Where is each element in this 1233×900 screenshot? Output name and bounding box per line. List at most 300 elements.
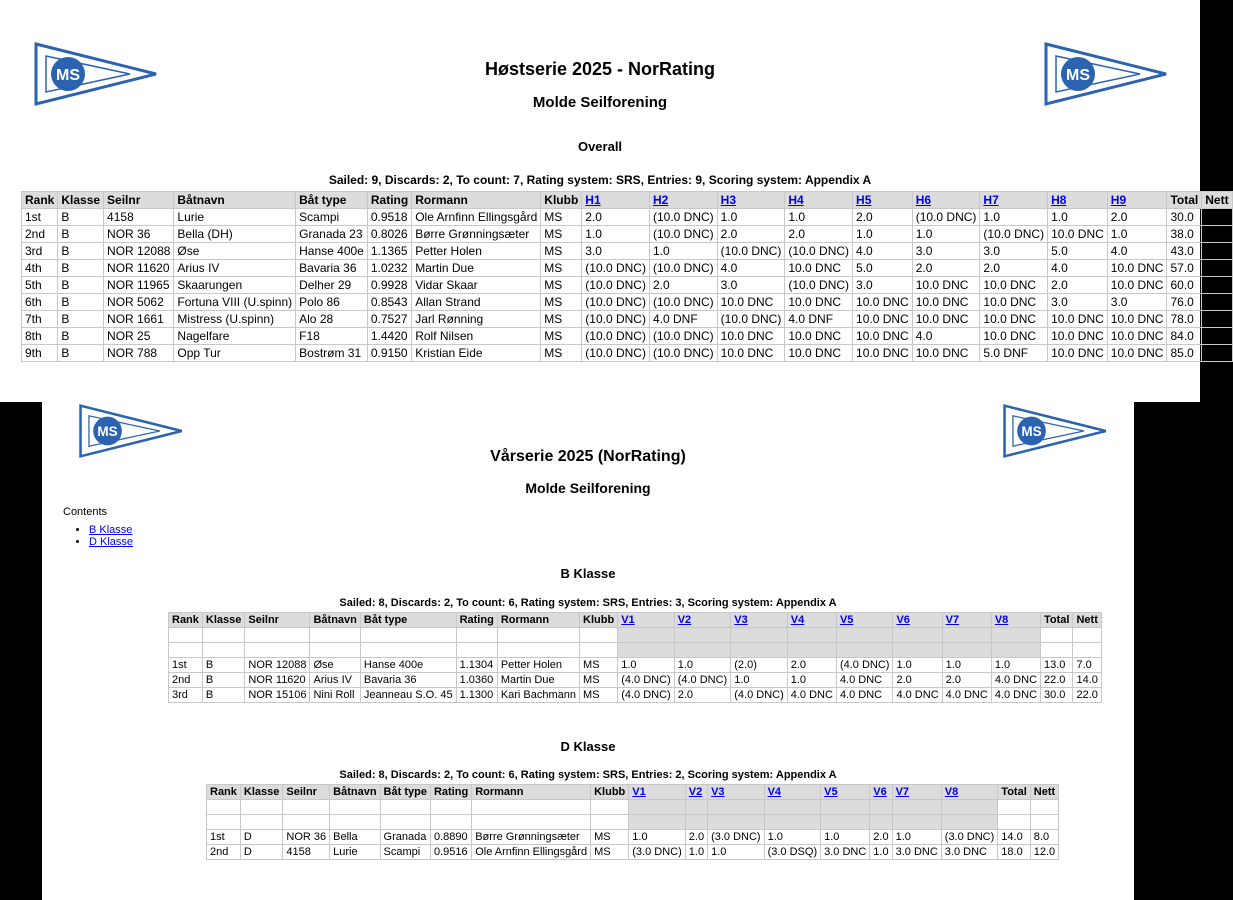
table-cell: NOR 15106 (245, 688, 310, 703)
table-cell: 10.0 DNC (912, 345, 980, 362)
table-cell: Petter Holen (412, 243, 541, 260)
table-cell: Rolf Nilsen (412, 328, 541, 345)
table-cell: Granada 23 (296, 226, 368, 243)
race-link[interactable]: V1 (632, 786, 646, 798)
table-cell: Bella (330, 830, 380, 845)
table-cell: 3.0 DNC (821, 845, 870, 860)
table-cell: 14.0 (998, 830, 1030, 845)
table-cell: B (58, 277, 104, 294)
table-cell: (10.0 DNC) (649, 294, 717, 311)
table-cell: 4158 (283, 845, 330, 860)
b-klasse-summary: Sailed: 8, Discards: 2, To count: 6, Rating system: SRS, Entries: 3, Scoring system: Appendix A (339, 597, 837, 609)
race-column-header (618, 613, 675, 628)
table-cell: (10.0 DNC) (785, 277, 853, 294)
table-cell: 5.0 (853, 260, 913, 277)
table-cell: Hanse 400e (360, 658, 456, 673)
race-column-header (893, 613, 942, 628)
table-row (207, 845, 1059, 860)
race-column-header (1048, 192, 1108, 209)
table-cell: 10.0 DNC (853, 311, 913, 328)
table-cell: 4.0 DNF (785, 311, 853, 328)
table-cell: 10.0 DNC (853, 328, 913, 345)
table-cell: NOR 11620 (104, 260, 174, 277)
table-cell: 5.0 (1048, 243, 1108, 260)
table-cell: (10.0 DNC) (582, 260, 650, 277)
table-cell: 7th (22, 311, 58, 328)
table-cell: 78.0 (1167, 311, 1202, 328)
table-cell: Delher 29 (296, 277, 368, 294)
column-header: Båt type (296, 192, 368, 209)
table-cell: Jarl Rønning (412, 311, 541, 328)
table-cell: B (58, 311, 104, 328)
table-cell: 2.0 (787, 658, 836, 673)
contents-label: Contents (63, 506, 108, 518)
table-cell: 5.0 DNF (980, 345, 1048, 362)
table-cell: 3.0 (582, 243, 650, 260)
race-link[interactable]: H8 (1051, 193, 1067, 207)
table-cell: 3.0 DNC (892, 845, 941, 860)
race-link[interactable]: H4 (788, 193, 804, 207)
column-header: Rank (22, 192, 58, 209)
table-cell: 10.0 DNC (980, 294, 1048, 311)
table-cell: 1.0232 (367, 260, 411, 277)
table-cell: 0.7527 (367, 311, 411, 328)
table-cell: 1st (169, 658, 203, 673)
table-cell: 10.0 DNC (785, 260, 853, 277)
table-cell: Bella (DH) (174, 226, 296, 243)
table-cell: 1.0 (991, 658, 1040, 673)
table-cell: (4.0 DNC) (618, 673, 675, 688)
race-column-header (941, 785, 998, 800)
table-cell: (3.0 DNC) (708, 830, 765, 845)
race-link[interactable]: V4 (790, 614, 805, 626)
table-cell: 1.0 (892, 830, 941, 845)
table-cell: 10.0 DNC (1048, 328, 1108, 345)
column-header: Båtnavn (174, 192, 296, 209)
table-cell: Ole Arnfinn Ellingsgård (472, 845, 591, 860)
race-link[interactable]: V2 (677, 614, 692, 626)
varserie-panel (42, 402, 1134, 900)
race-link[interactable]: H1 (585, 193, 601, 207)
table-row (22, 277, 1233, 294)
column-header: Båt type (380, 785, 430, 800)
column-header: Klubb (541, 192, 582, 209)
race-column-header (870, 785, 892, 800)
table-cell: Skaarungen (174, 277, 296, 294)
column-header: Total (1167, 192, 1202, 209)
table-cell: D (240, 845, 282, 860)
table-cell: 1.0 (674, 658, 731, 673)
table-cell: 3.0 (1048, 294, 1108, 311)
table-cell: Øse (310, 658, 360, 673)
table-cell: 2.0 (893, 673, 942, 688)
race-column-header (942, 613, 991, 628)
table-cell: 1.0 (582, 226, 650, 243)
column-header: Nett (1030, 785, 1058, 800)
club-name: Molde Seilforening (525, 480, 651, 496)
table-cell: 18.0 (998, 845, 1030, 860)
race-link[interactable]: V2 (688, 786, 703, 798)
race-link[interactable]: V3 (734, 614, 748, 626)
table-cell: 10.0 DNC (912, 294, 980, 311)
table-cell: (4.0 DNC) (674, 673, 731, 688)
table-cell: Alo 28 (296, 311, 368, 328)
table-cell: Børre Grønningsæter (412, 226, 541, 243)
d-klasse-title: D Klasse (560, 739, 616, 754)
table-cell: B (202, 658, 244, 673)
column-header: Båtnavn (330, 785, 380, 800)
table-cell: (4.0 DNC) (836, 658, 893, 673)
table-cell: 2.0 (717, 226, 785, 243)
table-cell: 10.0 DNC (1107, 328, 1167, 345)
table-cell: (10.0 DNC) (717, 243, 785, 260)
column-header: Nett (1202, 192, 1232, 209)
race-column-header (892, 785, 941, 800)
table-cell: Bostrøm 31 (296, 345, 368, 362)
table-cell: B (58, 209, 104, 226)
table-cell: 2.0 (942, 673, 991, 688)
table-cell: (4.0 DNC) (731, 688, 788, 703)
table-cell: (10.0 DNC) (582, 345, 650, 362)
column-header: Båtnavn (310, 613, 360, 628)
table-cell: B (202, 688, 244, 703)
table-cell: 1.1304 (456, 658, 497, 673)
table-cell: 10.0 DNC (785, 345, 853, 362)
table-cell: NOR 36 (283, 830, 330, 845)
table-cell: 18.0 (1202, 226, 1232, 243)
race-column-header (991, 613, 1040, 628)
table-row (169, 688, 1102, 703)
table-cell: (10.0 DNC) (582, 294, 650, 311)
table-cell: 4.0 (1107, 243, 1167, 260)
table-cell: 0.9516 (430, 845, 471, 860)
table-cell: MS (591, 845, 629, 860)
race-link[interactable]: V8 (944, 786, 959, 798)
link-d-klasse[interactable]: D Klasse (89, 536, 134, 548)
table-cell: MS (580, 673, 618, 688)
race-link[interactable]: V6 (896, 614, 910, 626)
table-cell: 1.0 (870, 845, 892, 860)
table-cell: 4.0 DNC (836, 688, 893, 703)
race-column-header (649, 192, 717, 209)
table-cell: 2.0 (980, 260, 1048, 277)
table-cell: 57.0 (1167, 260, 1202, 277)
race-link[interactable]: H7 (983, 193, 999, 207)
race-link[interactable]: H9 (1110, 193, 1127, 207)
table-cell: 2.0 (649, 277, 717, 294)
table-cell: B (58, 294, 104, 311)
table-cell: 3.0 (853, 277, 913, 294)
table-cell: 22.0 (1073, 688, 1101, 703)
table-cell: (4.0 DNC) (618, 688, 675, 703)
race-link[interactable]: V4 (767, 786, 782, 798)
table-cell: 58.0 (1202, 311, 1232, 328)
results-table-b-klasse (168, 612, 1102, 703)
table-cell: 1.0 (942, 658, 991, 673)
table-cell: 40.0 (1202, 277, 1232, 294)
table-cell: 2.0 (685, 830, 707, 845)
race-link[interactable]: V7 (945, 614, 960, 626)
table-cell: B (58, 226, 104, 243)
table-cell: 0.8890 (430, 830, 471, 845)
table-cell: MS (541, 328, 582, 345)
column-header: Rating (430, 785, 471, 800)
table-cell: 10.0 DNC (912, 277, 980, 294)
table-header-row (207, 785, 1059, 800)
table-cell: Granada (380, 830, 430, 845)
race-link[interactable]: V3 (711, 786, 725, 798)
table-cell: 4.0 DNF (649, 311, 717, 328)
table-cell: 1.0 (649, 243, 717, 260)
spacer-row (169, 643, 1102, 658)
table-row (22, 226, 1233, 243)
table-cell: 10.0 DNC (1107, 277, 1167, 294)
column-header: Seilnr (104, 192, 174, 209)
table-cell: 64.0 (1202, 328, 1232, 345)
column-header: Klasse (202, 613, 244, 628)
race-link[interactable]: H3 (720, 193, 736, 207)
table-cell: D (240, 830, 282, 845)
table-cell: (10.0 DNC) (649, 209, 717, 226)
table-cell: Martin Due (497, 673, 579, 688)
column-header: Båt type (360, 613, 456, 628)
table-cell: Mistress (U.spinn) (174, 311, 296, 328)
table-cell: Petter Holen (497, 658, 579, 673)
race-link[interactable]: V5 (824, 786, 838, 798)
table-cell: Kari Bachmann (497, 688, 579, 703)
race-link[interactable]: V6 (873, 786, 887, 798)
table-cell: 8th (22, 328, 58, 345)
table-cell: 2.0 (582, 209, 650, 226)
table-cell: 1.0 (785, 209, 853, 226)
table-cell: 13.0 (1041, 658, 1073, 673)
table-cell: Bavaria 36 (296, 260, 368, 277)
table-header-row (169, 613, 1102, 628)
table-cell: MS (541, 243, 582, 260)
table-cell: Børre Grønningsæter (472, 830, 591, 845)
table-cell: (10.0 DNC) (717, 311, 785, 328)
table-cell: 1.0360 (456, 673, 497, 688)
table-cell: 10.0 DNC (785, 294, 853, 311)
table-cell: Kristian Eide (412, 345, 541, 362)
table-cell: 84.0 (1167, 328, 1202, 345)
race-column-header (853, 192, 913, 209)
table-row (169, 658, 1102, 673)
spacer-row (169, 628, 1102, 643)
race-link[interactable]: H2 (652, 193, 669, 207)
table-cell: 1st (22, 209, 58, 226)
table-cell: 60.0 (1167, 277, 1202, 294)
table-cell: NOR 36 (104, 226, 174, 243)
d-klasse-summary: Sailed: 8, Discards: 2, To count: 6, Rating system: SRS, Entries: 2, Scoring system: Appendix A (339, 769, 837, 781)
table-cell: MS (541, 209, 582, 226)
club-name: Molde Seilforening (532, 94, 668, 111)
hostserie-panel (0, 0, 1229, 402)
table-cell: 2.0 (785, 226, 853, 243)
link-b-klasse[interactable]: B Klasse (89, 524, 133, 536)
table-header-row (22, 192, 1233, 209)
table-cell: 22.0 (1041, 673, 1073, 688)
table-cell: 2.0 (853, 209, 913, 226)
table-cell: (10.0 DNC) (649, 226, 717, 243)
table-cell: 10.0 DNC (912, 311, 980, 328)
results-table-d-klasse (206, 784, 1059, 860)
table-cell: 10.0 DNC (1048, 226, 1108, 243)
table-cell: 2.0 (674, 688, 731, 703)
column-header: Rank (169, 613, 203, 628)
table-cell: 4158 (104, 209, 174, 226)
table-cell: 38.0 (1167, 226, 1202, 243)
column-header: Total (998, 785, 1030, 800)
table-row (22, 260, 1233, 277)
table-cell: MS (591, 830, 629, 845)
race-column-header (785, 192, 853, 209)
table-cell: 1.0 (731, 673, 788, 688)
table-cell: 4th (22, 260, 58, 277)
table-cell: 3.0 (912, 243, 980, 260)
column-header: Rank (207, 785, 241, 800)
table-row (22, 345, 1233, 362)
table-cell: 4.0 DNC (893, 688, 942, 703)
table-cell: MS (580, 658, 618, 673)
svg-text:MS: MS (1021, 424, 1042, 440)
race-link[interactable]: V5 (839, 614, 854, 626)
table-cell: 14.0 (1073, 673, 1101, 688)
table-cell: 2.0 (1048, 277, 1108, 294)
table-cell: 1.1365 (367, 243, 411, 260)
table-cell: B (58, 243, 104, 260)
table-cell: 6th (22, 294, 58, 311)
race-column-header (836, 613, 893, 628)
race-column-header (685, 785, 707, 800)
table-cell: (10.0 DNC) (582, 311, 650, 328)
table-cell: 1.0 (717, 209, 785, 226)
table-cell: NOR 788 (104, 345, 174, 362)
contents-section (63, 506, 133, 548)
table-cell: 2nd (207, 845, 241, 860)
column-header: Klasse (240, 785, 282, 800)
table-cell: 0.9928 (367, 277, 411, 294)
table-cell: Lurie (174, 209, 296, 226)
table-cell: Opp Tur (174, 345, 296, 362)
table-cell: 10.0 DNC (853, 294, 913, 311)
table-cell: 37.0 (1202, 260, 1232, 277)
column-header: Klasse (58, 192, 104, 209)
table-cell: (3.0 DNC) (629, 845, 686, 860)
table-cell: MS (541, 294, 582, 311)
table-row (22, 294, 1233, 311)
race-column-header (731, 613, 788, 628)
page-title: Vårserie 2025 (NorRating) (490, 448, 686, 465)
table-cell: 3.0 (980, 243, 1048, 260)
table-cell: 43.0 (1167, 243, 1202, 260)
table-cell: 2.0 (1107, 209, 1167, 226)
table-cell: 3rd (22, 243, 58, 260)
table-cell: 1.0 (787, 673, 836, 688)
table-cell: 1.0 (1107, 226, 1167, 243)
table-cell: MS (541, 260, 582, 277)
table-cell: Øse (174, 243, 296, 260)
race-column-header (582, 192, 650, 209)
table-cell: 10.0 DNC (853, 345, 913, 362)
table-cell: 12.0 (1030, 845, 1058, 860)
table-cell: 4.0 DNC (836, 673, 893, 688)
race-link[interactable]: V8 (994, 614, 1009, 626)
race-column-header (912, 192, 980, 209)
table-cell: 1.0 (1048, 209, 1108, 226)
race-column-header (980, 192, 1048, 209)
spacer-row (207, 800, 1059, 815)
race-link[interactable]: V1 (621, 614, 635, 626)
table-cell: MS (541, 277, 582, 294)
column-header: Nett (1073, 613, 1101, 628)
table-cell: Jeanneau S.O. 45 (360, 688, 456, 703)
table-cell: 10.0 DNC (1107, 260, 1167, 277)
table-row (207, 830, 1059, 845)
race-link[interactable]: V7 (895, 786, 910, 798)
table-cell: 1.0 (629, 830, 686, 845)
table-cell: NOR 11965 (104, 277, 174, 294)
race-link[interactable]: H6 (915, 193, 932, 207)
table-cell: 10.0 DNC (785, 328, 853, 345)
spacer-row (207, 815, 1059, 830)
table-cell: 65.0 (1202, 345, 1232, 362)
table-cell: 4.0 DNC (991, 673, 1040, 688)
table-cell: (2.0) (731, 658, 788, 673)
svg-text:MS: MS (97, 424, 118, 440)
table-cell: 23.0 (1202, 243, 1232, 260)
table-cell: (10.0 DNC) (980, 226, 1048, 243)
table-cell: NOR 25 (104, 328, 174, 345)
table-cell: 4.0 (1048, 260, 1108, 277)
table-cell: 10.0 (1202, 209, 1232, 226)
column-header: Rormann (497, 613, 579, 628)
race-column-header (787, 613, 836, 628)
table-cell: 4.0 (912, 328, 980, 345)
race-column-header (1107, 192, 1167, 209)
table-cell: 3rd (169, 688, 203, 703)
table-cell: 10.0 DNC (1107, 345, 1167, 362)
table-cell: 3.0 DNC (941, 845, 998, 860)
table-cell: 4.0 DNC (991, 688, 1040, 703)
table-cell: MS (541, 226, 582, 243)
table-cell: 10.0 DNC (717, 345, 785, 362)
table-cell: 3.0 (717, 277, 785, 294)
table-cell: 1.0 (685, 845, 707, 860)
table-cell: 0.8026 (367, 226, 411, 243)
table-cell: 10.0 DNC (980, 277, 1048, 294)
results-table-overall (21, 191, 1233, 362)
table-cell: B (58, 260, 104, 277)
table-cell: 30.0 (1041, 688, 1073, 703)
column-header: Rating (367, 192, 411, 209)
section-title: Overall (577, 139, 623, 154)
table-cell: (10.0 DNC) (582, 277, 650, 294)
contents-item (89, 536, 133, 548)
race-link[interactable]: H5 (856, 193, 872, 207)
table-cell: 10.0 DNC (717, 328, 785, 345)
table-row (169, 673, 1102, 688)
contents-list (63, 524, 133, 548)
column-header: Rormann (412, 192, 541, 209)
column-header: Klubb (580, 613, 618, 628)
table-cell: 3.0 (1107, 294, 1167, 311)
table-cell: (10.0 DNC) (582, 328, 650, 345)
table-cell: 10.0 DNC (1107, 311, 1167, 328)
race-column-header (764, 785, 821, 800)
table-cell: 30.0 (1167, 209, 1202, 226)
table-cell: (10.0 DNC) (785, 243, 853, 260)
